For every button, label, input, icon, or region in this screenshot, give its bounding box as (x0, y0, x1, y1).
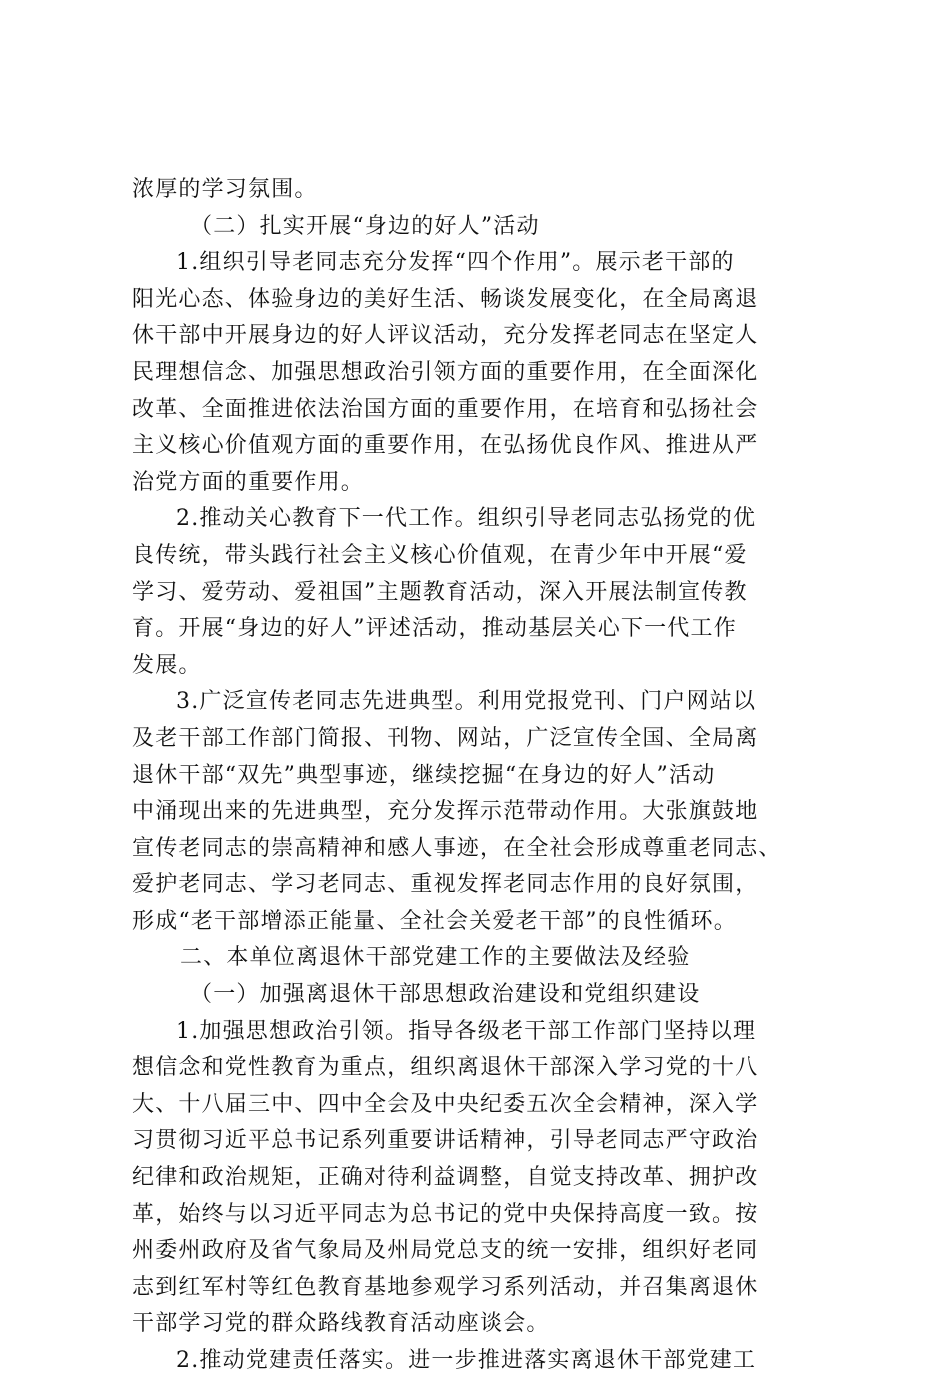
paragraph-line: 1.加强思想政治引领。指导各级老干部工作部门坚持以理 (176, 1018, 757, 1044)
paragraph-line: 干部学习党的群众路线教育活动座谈会。 (132, 1311, 550, 1337)
document-body (132, 172, 832, 1380)
paragraph-line: 1.组织引导老同志充分发挥“四个作用”。展示老干部的 (176, 250, 735, 276)
paragraph-line: 改革、全面推进依法治国方面的重要作用，在培育和弘扬社会 (132, 396, 759, 422)
paragraph-line: 及老干部工作部门简报、刊物、网站，广泛宣传全国、全局离 (132, 725, 759, 751)
paragraph-line: 民理想信念、加强思想政治引领方面的重要作用，在全面深化 (132, 359, 759, 385)
paragraph-line: 纪律和政治规矩，正确对待利益调整，自觉支持改革、拥护改 (132, 1165, 759, 1191)
section-heading: （二）扎实开展“身边的好人”活动 (190, 213, 540, 239)
paragraph-line: 育。开展“身边的好人”评述活动，推动基层关心下一代工作 (132, 616, 737, 642)
section-heading: 二、本单位离退休干部党建工作的主要做法及经验 (180, 945, 691, 971)
paragraph-line: 浓厚的学习氛围。 (132, 177, 318, 202)
paragraph-line: 主义核心价值观方面的重要作用，在弘扬优良作风、推进从严 (132, 433, 759, 459)
paragraph-line: 大、十八届三中、四中全会及中央纪委五次全会精神，深入学 (132, 1091, 759, 1117)
section-heading: （一）加强离退休干部思想政治建设和党组织建设 (190, 982, 701, 1008)
paragraph-line: 2.推动党建责任落实。进一步推进落实离退休干部党建工 (176, 1348, 757, 1373)
paragraph-line: 革，始终与以习近平同志为总书记的党中央保持高度一致。按 (132, 1201, 759, 1227)
paragraph-line: 形成“老干部增添正能量、全社会关爱老干部”的良性循环。 (132, 908, 737, 934)
paragraph-line: 发展。 (132, 652, 202, 678)
paragraph-line: 州委州政府及省气象局及州局党总支的统一安排，组织好老同 (132, 1238, 759, 1264)
paragraph-line: 宣传老同志的崇高精神和感人事迹，在全社会形成尊重老同志、 (132, 835, 782, 861)
paragraph-line: 2.推动关心教育下一代工作。组织引导老同志弘扬党的优 (176, 506, 757, 532)
paragraph-line: 良传统，带头践行社会主义核心价值观，在青少年中开展“爱 (132, 542, 748, 568)
paragraph-line: 学习、爱劳动、爱祖国”主题教育活动，深入开展法制宣传教 (132, 579, 748, 605)
paragraph-line: 治党方面的重要作用。 (132, 469, 365, 495)
paragraph-line: 3.广泛宣传老同志先进典型。利用党报党刊、门户网站以 (176, 689, 757, 715)
paragraph-line: 退休干部“双先”典型事迹，继续挖掘“在身边的好人”活动 (132, 762, 716, 788)
paragraph-line: 志到红军村等红色教育基地参观学习系列活动，并召集离退休 (132, 1274, 759, 1300)
paragraph-line: 想信念和党性教育为重点，组织离退休干部深入学习党的十八 (132, 1055, 759, 1081)
paragraph-line: 习贯彻习近平总书记系列重要讲话精神，引导老同志严守政治 (132, 1128, 759, 1154)
paragraph-line: 中涌现出来的先进典型，充分发挥示范带动作用。大张旗鼓地 (132, 799, 759, 825)
paragraph-line: 阳光心态、体验身边的美好生活、畅谈发展变化，在全局离退 (132, 286, 759, 312)
paragraph-line: 休干部中开展身边的好人评议活动，充分发挥老同志在坚定人 (132, 323, 759, 349)
paragraph-line: 爱护老同志、学习老同志、重视发挥老同志作用的良好氛围， (132, 872, 759, 898)
